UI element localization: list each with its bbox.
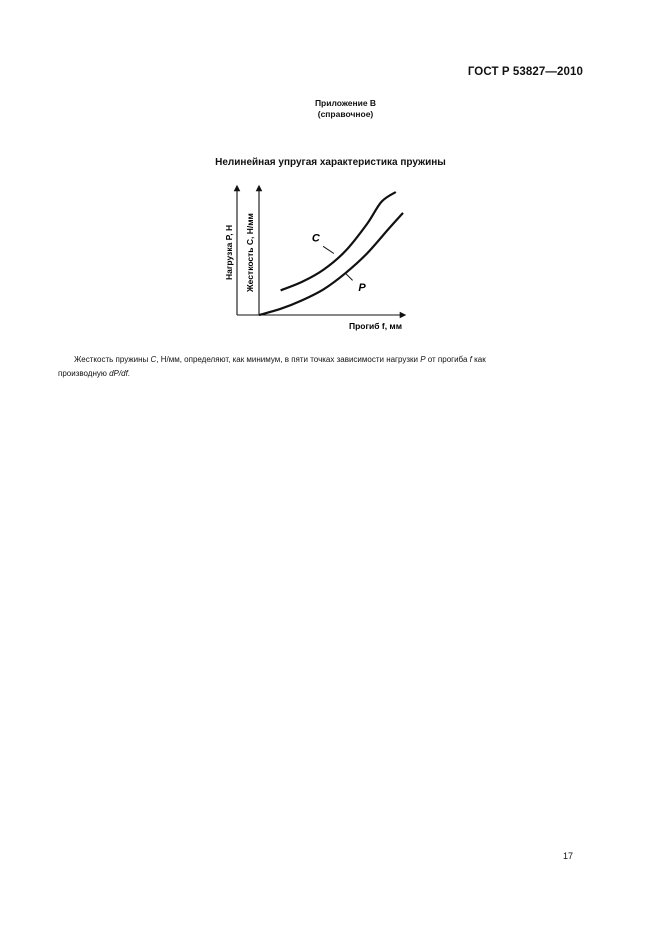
- body-paragraph: Жесткость пружины C, Н/мм, определяют, как минимум, в пяти точках зависимости нагрузки P от прогиба f как производную dP/df.: [58, 355, 486, 378]
- series-P-leader: [345, 273, 352, 280]
- series-C-label: C: [311, 232, 320, 245]
- appendix-title: Приложение В: [314, 98, 377, 108]
- y-label-stiffness: Жесткость C, Н/мм: [245, 213, 255, 292]
- spring-characteristic-chart: [215, 180, 425, 340]
- page-number: 17: [562, 851, 573, 861]
- series-C-leader: [323, 246, 334, 253]
- x-axis-label: Прогиб f, мм: [349, 321, 403, 331]
- appendix-heading: [0, 98, 661, 120]
- appendix-subtitle: (справочное): [317, 109, 374, 119]
- document-code: ГОСТ Р 53827—2010: [467, 66, 583, 78]
- figure-title: Нелинейная упругая характеристика пружины: [215, 157, 446, 168]
- series-P-label: P: [358, 282, 366, 295]
- y-label-load: Нагрузка P, Н: [224, 224, 234, 280]
